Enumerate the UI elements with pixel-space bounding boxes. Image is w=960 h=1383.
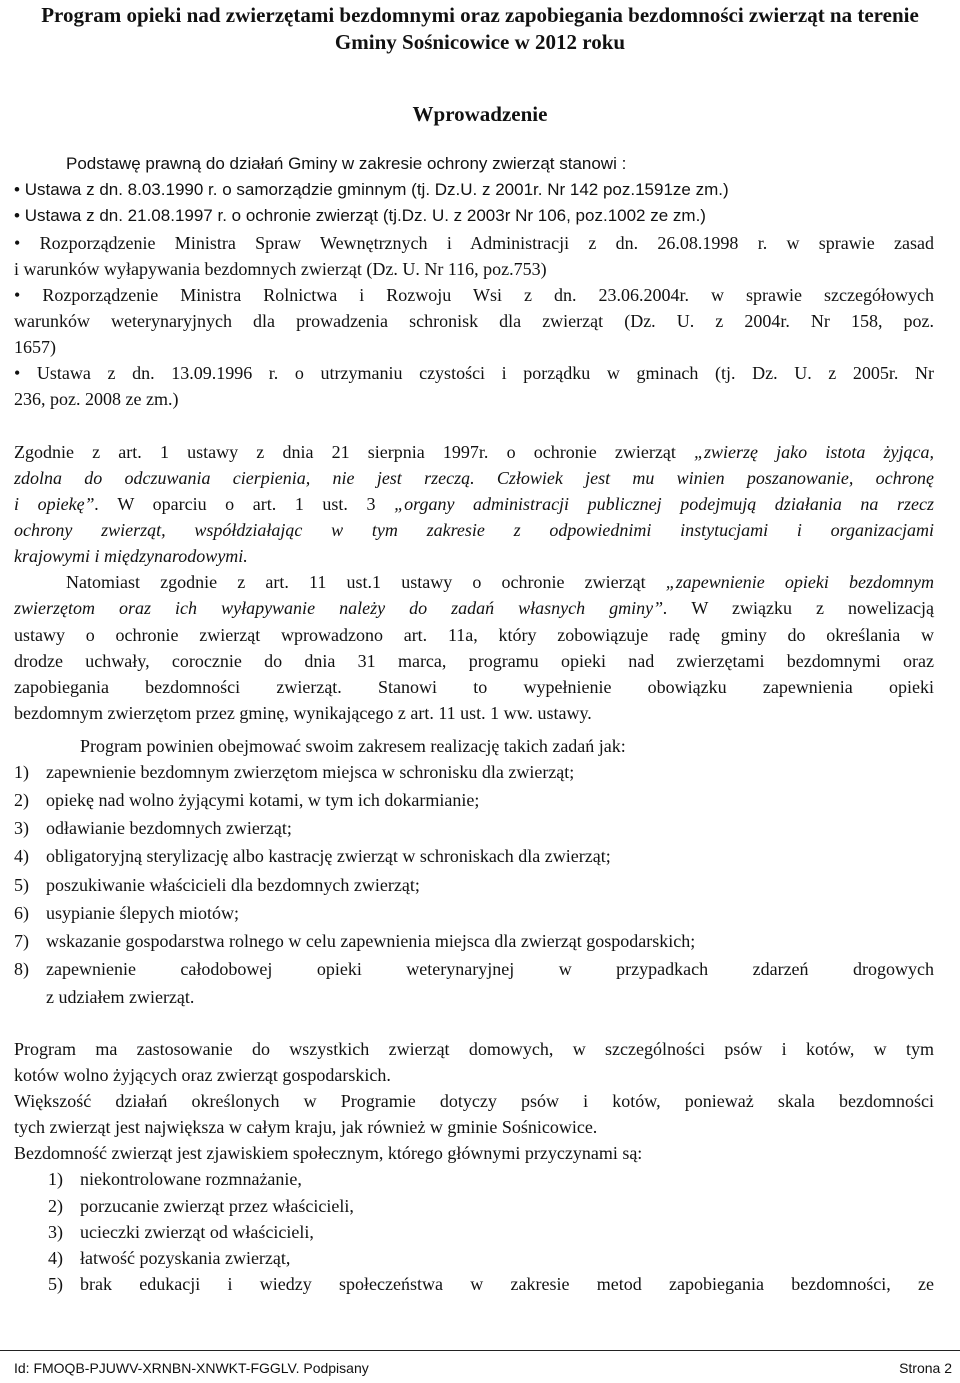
legal-basis-text: Rozporządzenie Ministra Spraw Wewnętrznych i Administracji z dn. 26.08.1998 r. w sprawie zasad (39, 233, 934, 253)
task-number: 1) (14, 762, 29, 782)
task-number: 3) (14, 818, 29, 838)
legal-basis-text: Ustawa z dn. 8.03.1990 r. o samorządzie gminnym (tj. Dz.U. z 2001r. Nr 142 poz.1591ze zm.) (24, 180, 729, 199)
task-item: odławianie bezdomnych zwierząt; (46, 818, 292, 838)
art11-line-5: zapobiegania bezdomności zwierząt. Stanowi to wypełnienie obowiązku zapewnienia opieki (14, 677, 934, 697)
legal-basis-item-1 (14, 177, 934, 203)
art1-line-4 (14, 517, 934, 543)
legal-basis-item-4 (14, 282, 934, 308)
legal-basis-text: Ustawa z dn. 13.09.1996 r. o utrzymaniu czystości i porządku w gminach (tj. Dz. U. z 2005r. Nr (36, 363, 934, 383)
art1-text: W oparciu o art. 1 ust. 3 (99, 494, 395, 514)
art1-quote: krajowymi i międzynarodowymi. (14, 546, 248, 566)
legal-basis-item-5-cont: 236, poz. 2008 ze zm.) (14, 389, 179, 409)
art11-quote: zwierzętom oraz ich wyłapywanie należy do zadań własnych gminy”. (14, 598, 668, 618)
art1-quote: i opiekę”. (14, 494, 100, 514)
cause-number: 1) (48, 1169, 63, 1189)
art1-text: Zgodnie z art. 1 ustawy z dnia 21 sierpnia 1997r. o ochronie zwierząt (14, 442, 694, 462)
art1-line-5 (14, 543, 934, 569)
bullet: • (14, 363, 21, 383)
scope-p3: Bezdomność zwierząt jest zjawiskiem społecznym, którego głównymi przyczynami są: (14, 1143, 643, 1163)
legal-basis-intro: Podstawę prawną do działań Gminy w zakresie ochrony zwierząt stanowi : (66, 154, 627, 173)
cause-item: niekontrolowane rozmnażanie, (80, 1169, 302, 1189)
cause-number: 4) (48, 1248, 63, 1268)
scope-p2-line-2: tych zwierząt jest największa w całym kraju, jak również w gminie Sośnicowice. (14, 1117, 598, 1137)
task-item: zapewnienie całodobowej opieki weterynaryjnej w przypadkach zdarzeń drogowych (46, 959, 934, 979)
legal-basis-text: Ustawa z dn. 21.08.1997 r. o ochronie zwierząt (tj.Dz. U. z 2003r Nr 106, poz.1002 ze zm.) (24, 206, 706, 225)
art11-line-1 (66, 569, 934, 595)
document-title: Program opieki nad zwierzętami bezdomnymi oraz zapobiegania bezdomności zwierząt na terenie Gminy Sośnicowice w 2012 roku (41, 3, 919, 54)
cause-item: porzucanie zwierząt przez właścicieli, (80, 1196, 354, 1216)
legal-basis-item-4-cont: warunków weterynaryjnych dla prowadzenia schronisk dla zwierząt (Dz. U. z 2004r. Nr 158, poz. (14, 311, 934, 331)
art1-quote: „organy administracji publicznej podejmują działania na rzecz (394, 494, 934, 514)
footer-page-number: Strona 2 (899, 1360, 952, 1376)
cause-item: ucieczki zwierząt od właścicieli, (80, 1222, 314, 1242)
bullet: • (14, 180, 20, 199)
legal-basis-item-3-cont: i warunków wyłapywania bezdomnych zwierząt (Dz. U. Nr 116, poz.753) (14, 259, 547, 279)
task-number: 4) (14, 846, 29, 866)
task-number: 2) (14, 790, 29, 810)
scope-p1-line-2: kotów wolno żyjących oraz zwierząt gospodarskich. (14, 1065, 391, 1085)
cause-item: łatwość pozyskania zwierząt, (80, 1248, 291, 1268)
legal-basis-item-4-cont2: 1657) (14, 337, 56, 357)
scope-p2-line-1: Większość działań określonych w Programie dotyczy psów i kotów, ponieważ skala bezdomności (14, 1091, 934, 1111)
art11-line-6: bezdomnym zwierzętom przez gminę, wynikającego z art. 11 ust. 1 ww. ustawy. (14, 703, 592, 723)
task-item: zapewnienie bezdomnym zwierzętom miejsca w schronisku dla zwierząt; (46, 762, 575, 782)
task-item: opiekę nad wolno żyjącymi kotami, w tym ich dokarmianie; (46, 790, 480, 810)
legal-basis-item-5 (14, 360, 934, 386)
task-item-cont: z udziałem zwierząt. (46, 987, 195, 1007)
art11-quote: „zapewnienie opieki bezdomnym (665, 572, 934, 592)
cause-number: 2) (48, 1196, 63, 1216)
art1-line-3 (14, 491, 934, 517)
task-item: obligatoryjną sterylizację albo kastrację zwierząt w schroniskach dla zwierząt; (46, 846, 611, 866)
footer-document-id: Id: FMOQB-PJUWV-XRNBN-XNWKT-FGGLV. Podpisany (14, 1360, 369, 1376)
scope-p1-line-1: Program ma zastosowanie do wszystkich zwierząt domowych, w szczególności psów i kotów, w tym (14, 1039, 934, 1059)
task-item: usypianie ślepych miotów; (46, 903, 239, 923)
legal-basis-text: Rozporządzenie Ministra Rolnictwa i Rozwoju Wsi z dn. 23.06.2004r. w sprawie szczegółowych (42, 285, 934, 305)
bullet: • (14, 233, 21, 253)
task-number: 5) (14, 875, 29, 895)
footer-divider (0, 1350, 960, 1351)
art11-line-3: ustawy o ochronie zwierząt wprowadzono art. 11a, który zobowiązuje radę gminy do określania w (14, 625, 934, 645)
cause-item: brak edukacji i wiedzy społeczeństwa w zakresie metod zapobiegania bezdomności, ze (80, 1274, 934, 1294)
legal-basis-item-3 (14, 230, 934, 256)
cause-number: 3) (48, 1222, 63, 1242)
art1-quote: ochrony zwierząt, współdziałając w tym zakresie z odpowiednimi instytucjami i organizacjami (14, 520, 934, 540)
section-heading: Wprowadzenie (412, 102, 548, 126)
cause-number: 5) (48, 1274, 63, 1294)
task-number: 8) (14, 959, 29, 979)
art11-line-2 (14, 595, 934, 621)
task-item: poszukiwanie właścicieli dla bezdomnych zwierząt; (46, 875, 420, 895)
art1-quote: „zwierzę jako istota żyjąca, (694, 442, 934, 462)
legal-basis-item-2 (14, 203, 934, 229)
tasks-intro: Program powinien obejmować swoim zakresem realizację takich zadań jak: (80, 736, 626, 756)
task-number: 7) (14, 931, 29, 951)
art1-line-1 (14, 439, 934, 465)
bullet: • (14, 285, 21, 305)
bullet: • (14, 206, 20, 225)
art1-line-2 (14, 465, 934, 491)
task-number: 6) (14, 903, 29, 923)
art11-line-4: drodze uchwały, corocznie do dnia 31 marca, programu opieki nad zwierzętami bezdomnymi oraz (14, 651, 934, 671)
art11-text: W związku z nowelizacją (667, 598, 934, 618)
task-item: wskazanie gospodarstwa rolnego w celu zapewnienia miejsca dla zwierząt gospodarskich; (46, 931, 696, 951)
art1-quote: zdolna do odczuwania cierpienia, nie jest rzeczą. Człowiek jest mu winien poszanowanie, ochronę (14, 468, 934, 488)
art11-text: Natomiast zgodnie z art. 11 ust.1 ustawy o ochronie zwierząt (66, 572, 666, 592)
